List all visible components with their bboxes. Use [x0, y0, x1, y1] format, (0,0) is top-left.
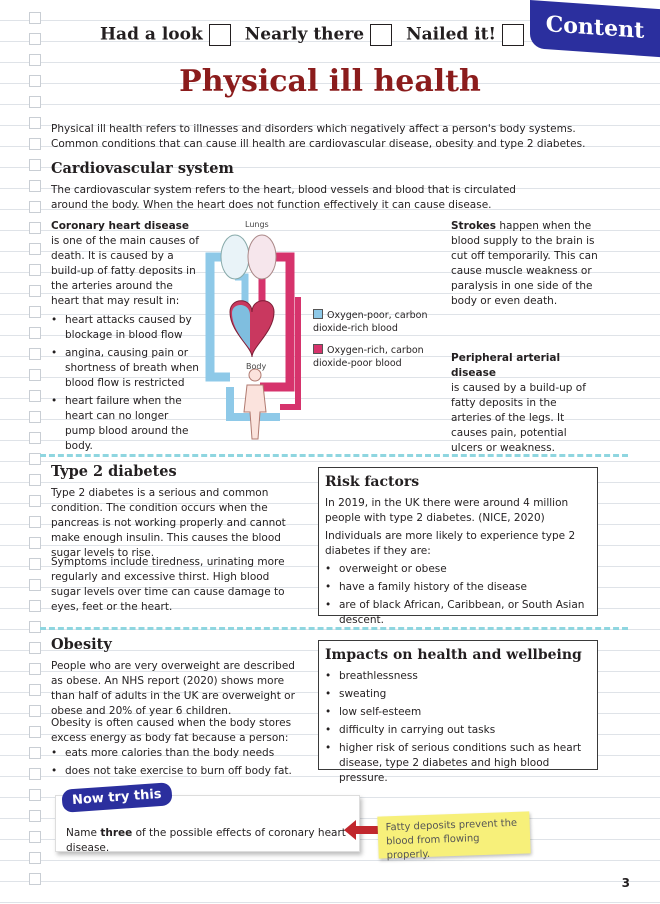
- margin-square: [29, 726, 41, 738]
- margin-square: [29, 579, 41, 591]
- margin-square: [29, 411, 41, 423]
- risk-para2: Individuals are more likely to experience type 2 diabetes if they are:: [325, 530, 576, 557]
- risk-list: [325, 562, 591, 628]
- left-lung: [221, 235, 249, 279]
- margin-square: [29, 747, 41, 759]
- intro-text: Physical ill health refers to illnesses and disorders which negatively affect a person's body systems. Common conditions that can cause ill health are cardiovascular disease, obesity and type 2 diabetes.: [51, 123, 586, 150]
- margin-square: [29, 516, 41, 528]
- margin-square: [29, 12, 41, 24]
- hint-sticky-note: Fatty deposits prevent the blood from flowing properly.: [377, 811, 530, 858]
- margin-square: [29, 33, 41, 45]
- cardio-intro: The cardiovascular system refers to the heart, blood vessels and blood that is circulated around the body. When the heart does not function effectively it can cause disease.: [51, 184, 516, 211]
- nailed-it-checkbox[interactable]: [502, 24, 524, 46]
- obesity-para2: Obesity is often caused when the body stores excess energy as body fat because a person:: [51, 717, 292, 744]
- chd-title: Coronary heart disease: [51, 220, 190, 232]
- progress-tracker: [100, 24, 524, 46]
- cardio-heading: Cardiovascular system: [51, 160, 234, 177]
- margin-square: [29, 600, 41, 612]
- right-lung: [248, 235, 276, 279]
- strokes-block: [451, 219, 599, 309]
- margin-square: [29, 243, 41, 255]
- margin-square: [29, 831, 41, 843]
- now-try-question: Name three of the possible effects of coronary heart disease.: [66, 827, 346, 854]
- had-a-look-checkbox[interactable]: [209, 24, 231, 46]
- obesity-heading: Obesity: [51, 636, 112, 653]
- list-item: • heart failure when the heart can no longer pump blood around the body.: [51, 394, 199, 454]
- margin-square: [29, 264, 41, 276]
- pad-block: [451, 351, 599, 456]
- margin-square: [29, 327, 41, 339]
- impacts-box: [318, 640, 598, 784]
- margin-square: [29, 180, 41, 192]
- chd-text: is one of the main causes of death. It is caused by a build-up of fatty deposits in the arteries around the heart that may result in:: [51, 235, 199, 307]
- now-try-card: [55, 786, 360, 854]
- margin-square: [29, 789, 41, 801]
- margin-square: [29, 369, 41, 381]
- content-tab[interactable]: Content: [530, 0, 660, 57]
- margin-square: [29, 306, 41, 318]
- diabetes-para2: Symptoms include tiredness, urinating more regularly and excessive thirst. High blood sugar levels over time can cause damage to eyes, feet or the heart.: [51, 556, 285, 613]
- strokes-text: happen when the blood supply to the brain is cut off temporarily. This can cause muscle weakness or paralysis in one side of the body or even death.: [451, 220, 598, 307]
- circulation-diagram: [200, 217, 310, 442]
- margin-square: [29, 432, 41, 444]
- margin-square: [29, 159, 41, 171]
- margin-square: [29, 684, 41, 696]
- margin-square: [29, 852, 41, 864]
- obesity-list: [51, 746, 301, 782]
- strokes-title: Strokes: [451, 220, 497, 232]
- chd-list: [51, 313, 199, 454]
- list-item: • difficulty in carrying out tasks: [325, 723, 591, 738]
- legend-swatch-poor: [313, 309, 323, 319]
- list-item: • sweating: [325, 687, 591, 702]
- margin-square: [29, 138, 41, 150]
- margin-square: [29, 222, 41, 234]
- obesity-para1: People who are very overweight are described as obese. An NHS report (2020) shows more than half of adults in the UK are overweight or obese and 20% of year 6 children.: [51, 660, 295, 717]
- list-item: • does not take exercise to burn off body fat.: [51, 764, 301, 779]
- margin-square: [29, 117, 41, 129]
- list-item: • heart attacks caused by blockage in blood flow: [51, 313, 199, 343]
- margin-square: [29, 810, 41, 822]
- margin-square: [29, 768, 41, 780]
- legend-rich: [313, 344, 445, 370]
- margin-square: [29, 642, 41, 654]
- legend-rich-text: Oxygen-rich, carbon dioxide-poor blood: [313, 345, 424, 369]
- body-label: Body: [246, 362, 267, 371]
- pad-title: Peripheral arterial disease: [451, 352, 561, 379]
- risk-factors-box: [318, 467, 598, 626]
- legend-poor-text: Oxygen-poor, carbon dioxide-rich blood: [313, 310, 428, 334]
- diabetes-heading: Type 2 diabetes: [51, 463, 177, 480]
- margin-square: [29, 201, 41, 213]
- now-try-tag: Now try this: [61, 782, 172, 813]
- body-figure: [244, 385, 266, 439]
- chd-block: [51, 219, 199, 457]
- margin-square: [29, 495, 41, 507]
- margin-square: [29, 705, 41, 717]
- impacts-list: [325, 669, 591, 786]
- lungs-label: Lungs: [245, 220, 269, 229]
- nearly-there-checkbox[interactable]: [370, 24, 392, 46]
- margin-square: [29, 558, 41, 570]
- list-item: • eats more calories than the body needs: [51, 746, 301, 761]
- progress-had-a-look: Had a look: [100, 24, 231, 46]
- legend-swatch-rich: [313, 344, 323, 354]
- page-title: Physical ill health: [179, 64, 481, 99]
- list-item: • are of black African, Caribbean, or South Asian descent.: [325, 598, 591, 628]
- margin-square: [29, 474, 41, 486]
- section-divider: [40, 627, 628, 630]
- list-item: • have a family history of the disease: [325, 580, 591, 595]
- impacts-heading: Impacts on health and wellbeing: [325, 647, 582, 663]
- margin-square: [29, 285, 41, 297]
- list-item: • breathlessness: [325, 669, 591, 684]
- list-item: • angina, causing pain or shortness of breath when blood flow is restricted: [51, 346, 199, 391]
- page-number: 3: [621, 876, 630, 890]
- arrow-shape: [344, 820, 380, 840]
- risk-para1: In 2019, in the UK there were around 4 million people with type 2 diabetes. (NICE, 2020): [325, 497, 569, 524]
- arrow-icon: [342, 818, 382, 842]
- progress-nearly-there: Nearly there: [245, 24, 392, 46]
- risk-heading: Risk factors: [325, 474, 420, 490]
- diabetes-para1: Type 2 diabetes is a serious and common condition. The condition occurs when the pancreas is not working properly and cannot make enough insulin. This causes the blood sugar levels to rise.: [51, 487, 286, 559]
- list-item: • higher risk of serious conditions such as heart disease, type 2 diabetes and high blood pressure.: [325, 741, 591, 786]
- section-divider: [40, 454, 628, 457]
- margin-square: [29, 663, 41, 675]
- margin-square: [29, 537, 41, 549]
- progress-nailed-it: Nailed it!: [406, 24, 524, 46]
- list-item: • low self-esteem: [325, 705, 591, 720]
- list-item: • overweight or obese: [325, 562, 591, 577]
- pad-text: is caused by a build-up of fatty deposits in the arteries of the legs. It causes pain, potential ulcers or weakness.: [451, 382, 586, 454]
- margin-square: [29, 390, 41, 402]
- margin-square: [29, 348, 41, 360]
- margin-square: [29, 873, 41, 885]
- legend-poor: [313, 309, 443, 335]
